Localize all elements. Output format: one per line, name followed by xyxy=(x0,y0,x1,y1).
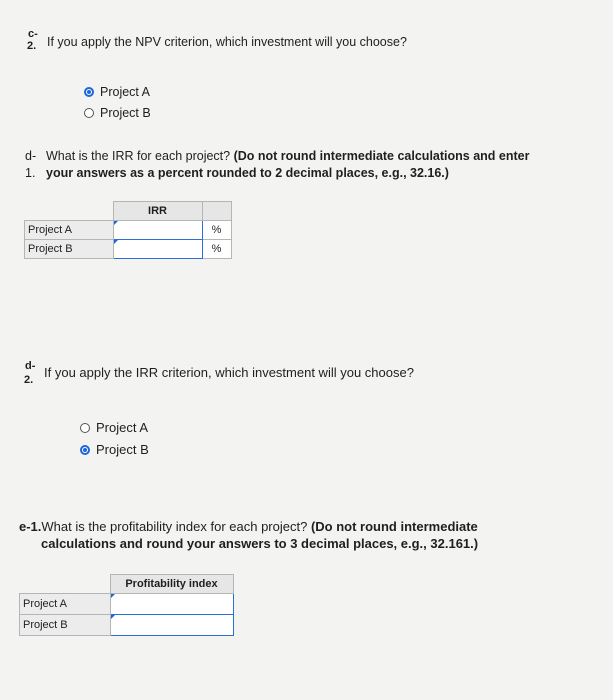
question-number-e1: e-1. xyxy=(19,519,42,534)
question-number-d2-top: d- xyxy=(25,360,36,372)
radio-label: Project B xyxy=(100,106,151,120)
radio-d2-project-a[interactable] xyxy=(80,420,148,435)
pi-input-field-b[interactable] xyxy=(111,619,233,631)
radio-label: Project A xyxy=(100,85,151,99)
question-d2-text: If you apply the IRR criterion, which investment will you choose? xyxy=(44,365,414,380)
radio-c2-project-a[interactable] xyxy=(84,85,150,99)
irr-input-field-a[interactable] xyxy=(114,224,202,236)
radio-selected-icon[interactable] xyxy=(84,87,94,97)
question-number-d1-bottom: 1. xyxy=(25,166,36,180)
pi-row-label-b: Project B xyxy=(20,615,111,636)
question-e1-text: What is the profitability index for each project? xyxy=(41,519,308,534)
irr-row-label-b: Project B xyxy=(25,240,114,259)
irr-corner xyxy=(25,202,114,221)
question-number-c2-bottom: 2. xyxy=(27,40,37,52)
question-d1-instruction-1: (Do not round intermediate calculations and enter xyxy=(233,149,530,163)
question-number-c2-top: c- xyxy=(28,28,38,40)
irr-input-field-b[interactable] xyxy=(114,243,202,255)
radio-d2-project-b[interactable] xyxy=(80,442,149,457)
pi-input-field-a[interactable] xyxy=(111,598,233,610)
radio-label: Project A xyxy=(96,420,149,435)
irr-input-a[interactable] xyxy=(113,221,202,240)
irr-unit-b: % xyxy=(202,240,231,259)
question-e1-instruction-1: (Do not round intermediate xyxy=(310,519,478,534)
question-e1-instruction-2: calculations and round your answers to 3 decimal places, e.g., 32.161.) xyxy=(41,536,479,551)
radio-unselected-icon[interactable] xyxy=(84,108,94,118)
irr-input-b[interactable] xyxy=(113,240,202,259)
profitability-table xyxy=(19,574,234,636)
question-c2-text: If you apply the NPV criterion, which investment will you choose? xyxy=(47,35,407,49)
question-d1-line1 xyxy=(46,148,529,165)
question-e1-line1 xyxy=(19,518,478,535)
question-number-d2-bottom: 2. xyxy=(24,374,34,386)
irr-unit-a: % xyxy=(202,221,231,240)
irr-row-label-a: Project A xyxy=(25,221,114,240)
pi-corner xyxy=(20,575,111,594)
question-d1-instruction-2: your answers as a percent rounded to 2 decimal places, e.g., 32.16.) xyxy=(46,166,449,180)
radio-c2-project-b[interactable] xyxy=(84,106,151,120)
pi-input-b[interactable] xyxy=(110,615,233,636)
radio-unselected-icon[interactable] xyxy=(80,423,90,433)
irr-table xyxy=(24,201,232,259)
pi-input-a[interactable] xyxy=(110,594,233,615)
pi-row-label-a: Project A xyxy=(20,594,111,615)
radio-label: Project B xyxy=(96,442,149,457)
question-number-d1-top: d- xyxy=(25,149,37,163)
question-d1-text: What is the IRR for each project? xyxy=(46,149,231,163)
irr-header-spacer xyxy=(202,202,231,221)
irr-header: IRR xyxy=(113,202,202,221)
pi-header: Profitability index xyxy=(110,575,233,594)
radio-selected-icon[interactable] xyxy=(80,445,90,455)
